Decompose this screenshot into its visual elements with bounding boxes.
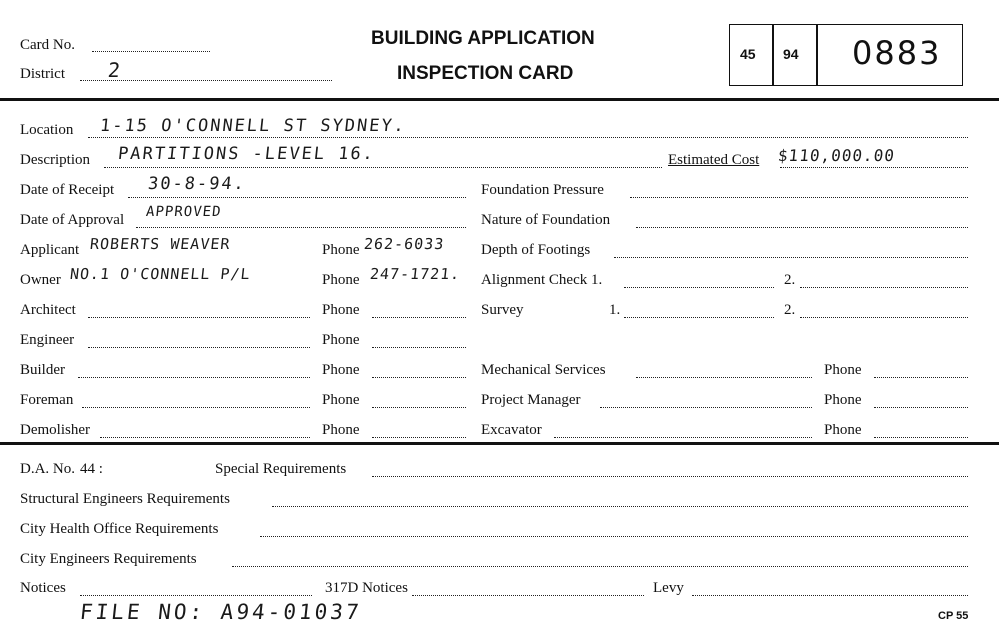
section-divider: [0, 442, 999, 445]
levy-label: Levy: [653, 580, 684, 596]
builder-phone-field[interactable]: [372, 377, 466, 378]
notices-field[interactable]: [80, 595, 312, 596]
title-line1: BUILDING APPLICATION: [371, 28, 595, 49]
date-receipt-value: 30-8-94.: [146, 174, 247, 194]
demolisher-field[interactable]: [100, 437, 310, 438]
date-receipt-label: Date of Receipt: [20, 182, 115, 198]
city-engineers-field[interactable]: [232, 566, 968, 567]
engineer-label: Engineer: [20, 332, 75, 348]
builder-field[interactable]: [78, 377, 310, 378]
header-divider: [0, 98, 999, 101]
notices-317d-field[interactable]: [412, 595, 644, 596]
health-requirements-label: City Health Office Requirements: [20, 521, 219, 537]
project-manager-field[interactable]: [600, 407, 812, 408]
foreman-phone-label: Phone: [322, 392, 360, 408]
date-approval-field[interactable]: [136, 227, 466, 228]
description-field[interactable]: [104, 167, 662, 168]
engineer-phone-label: Phone: [322, 332, 360, 348]
alignment-2-field[interactable]: [800, 287, 968, 288]
description-value: PARTITIONS -LEVEL 16.: [116, 144, 376, 164]
mechanical-phone-label: Phone: [824, 362, 862, 378]
survey-label: Survey: [481, 302, 524, 318]
estimated-cost-value: $110,000.00: [777, 146, 896, 165]
survey-1-field[interactable]: [624, 317, 774, 318]
excavator-phone-field[interactable]: [874, 437, 968, 438]
project-manager-label: Project Manager: [481, 392, 581, 408]
demolisher-label: Demolisher: [20, 422, 90, 438]
alignment-check-label: Alignment Check 1.: [481, 272, 603, 288]
excavator-label: Excavator: [481, 422, 542, 438]
levy-field[interactable]: [692, 595, 968, 596]
nature-foundation-field[interactable]: [636, 227, 968, 228]
da-no-label: D.A. No.: [20, 461, 75, 477]
owner-phone-label: Phone: [322, 272, 360, 288]
date-approval-value: APPROVED: [145, 204, 223, 220]
survey-2-label: 2.: [784, 302, 796, 318]
structural-requirements-label: Structural Engineers Requirements: [20, 491, 230, 507]
engineer-field[interactable]: [88, 347, 310, 348]
depth-footings-label: Depth of Footings: [481, 242, 591, 258]
builder-label: Builder: [20, 362, 65, 378]
pm-phone-label: Phone: [824, 392, 862, 408]
alignment-2-label: 2.: [784, 272, 796, 288]
demolisher-phone-field[interactable]: [372, 437, 466, 438]
applicant-phone-label: Phone: [322, 242, 360, 258]
file-number-handwritten: FILE NO: A94-01037: [78, 600, 363, 624]
excavator-field[interactable]: [554, 437, 812, 438]
nature-foundation-label: Nature of Foundation: [481, 212, 611, 228]
card-code: CP 55: [938, 610, 969, 622]
foundation-pressure-label: Foundation Pressure: [481, 182, 604, 198]
mechanical-phone-field[interactable]: [874, 377, 968, 378]
applicant-phone-value: 262-6033: [363, 235, 446, 253]
notices-label: Notices: [20, 580, 66, 596]
depth-footings-field[interactable]: [614, 257, 968, 258]
estimated-cost-field[interactable]: [780, 167, 968, 168]
box-card-number: 0883: [852, 34, 942, 72]
estimated-cost-label: Estimated Cost: [668, 152, 760, 168]
box-left-number: 45: [740, 46, 756, 62]
applicant-label: Applicant: [20, 242, 80, 258]
owner-label: Owner: [20, 272, 61, 288]
health-requirements-field[interactable]: [260, 536, 968, 537]
district-label: District: [20, 66, 65, 82]
special-requirements-field[interactable]: [372, 476, 968, 477]
alignment-1-field[interactable]: [624, 287, 774, 288]
foreman-phone-field[interactable]: [372, 407, 466, 408]
location-field[interactable]: [88, 137, 968, 138]
structural-requirements-field[interactable]: [272, 506, 968, 507]
box-divider-1: [772, 24, 774, 86]
builder-phone-label: Phone: [322, 362, 360, 378]
owner-value: NO.1 O'CONNELL P/L: [69, 265, 252, 283]
demolisher-phone-label: Phone: [322, 422, 360, 438]
location-label: Location: [20, 122, 74, 138]
pm-phone-field[interactable]: [874, 407, 968, 408]
title-line2: INSPECTION CARD: [397, 63, 574, 84]
architect-field[interactable]: [88, 317, 310, 318]
excavator-phone-label: Phone: [824, 422, 862, 438]
engineer-phone-field[interactable]: [372, 347, 466, 348]
location-value: 1-15 O'CONNELL ST SYDNEY.: [98, 116, 407, 136]
card-no-field[interactable]: [92, 51, 210, 52]
city-engineers-label: City Engineers Requirements: [20, 551, 197, 567]
description-label: Description: [20, 152, 90, 168]
owner-phone-value: 247-1721.: [369, 265, 462, 283]
foreman-field[interactable]: [82, 407, 310, 408]
foundation-pressure-field[interactable]: [630, 197, 968, 198]
box-mid-number: 94: [783, 46, 799, 62]
applicant-value: ROBERTS WEAVER: [89, 235, 232, 253]
district-value: 2: [106, 58, 124, 82]
date-approval-label: Date of Approval: [20, 212, 125, 228]
da-no-value: 44 :: [80, 461, 103, 477]
architect-phone-label: Phone: [322, 302, 360, 318]
notices-317d-label: 317D Notices: [325, 580, 408, 596]
date-receipt-field[interactable]: [128, 197, 466, 198]
mechanical-services-label: Mechanical Services: [481, 362, 606, 378]
survey-2-field[interactable]: [800, 317, 968, 318]
special-requirements-label: Special Requirements: [215, 461, 347, 477]
box-divider-2: [816, 24, 818, 86]
architect-phone-field[interactable]: [372, 317, 466, 318]
mechanical-services-field[interactable]: [636, 377, 812, 378]
foreman-label: Foreman: [20, 392, 74, 408]
survey-1-label: 1.: [609, 302, 621, 318]
card-no-label: Card No.: [20, 37, 75, 53]
architect-label: Architect: [20, 302, 76, 318]
